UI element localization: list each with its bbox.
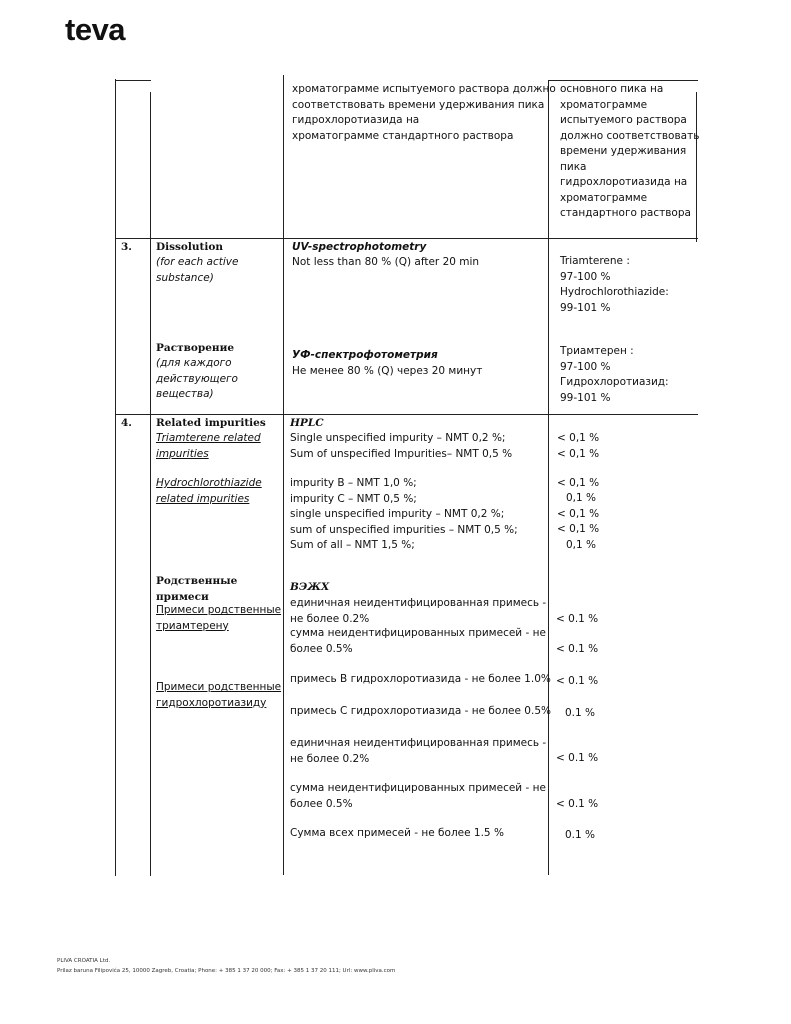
row3-criteria-ru: Не менее 80 % (Q) через 20 минут: [292, 365, 483, 377]
teva-logo: teva: [65, 12, 126, 47]
row4-title-ru: Родственные примеси: [156, 575, 238, 603]
row4-ru-spec-7: Сумма всех примесей - не более 1.5 %: [290, 827, 504, 839]
row4-ru-result-6: < 0.1 %: [556, 798, 599, 810]
footer-company: PLIVA CROATIA Ltd.: [57, 958, 111, 964]
row4-hct-result-3: < 0,1 %: [557, 508, 600, 520]
row4-hct-label-ru: Примеси родственные гидрохлоротиазиду: [156, 681, 282, 709]
row4-hct-result-2: 0,1 %: [566, 492, 597, 504]
row4-number: 4.: [121, 417, 132, 429]
row3-subtitle-en: (for each active substance): [156, 256, 239, 284]
row4-hct-result-5: 0,1 %: [566, 539, 597, 551]
cont-method-text: хроматограмме испытуемого раствора должно соответствовать времени удерживания пика гидрохлоротиазида на хроматограмме стандартного раствора: [292, 83, 556, 142]
row4-ru-result-5: < 0.1 %: [556, 752, 599, 764]
row3-title-ru: Растворение: [156, 342, 235, 354]
cont-result-text: основного пика на хроматограмме испытуемого раствора должно соответствовать времени удерживания пика гидрохлоротиазида на хроматограмме стандартного раствора: [560, 83, 700, 219]
row4-hct-specs-en: impurity B – NMT 1,0 %; impurity C – NMT 0,5 %; single unspecified impurity – NMT 0,2 %; sum of unspecified impurities – NMT 0,5 %; Sum of all – NMT 1,5 %;: [290, 477, 518, 551]
row3-title-en: Dissolution: [156, 241, 224, 253]
row4-ru-result-1: < 0.1 %: [556, 613, 599, 625]
row4-ru-result-2: < 0.1 %: [556, 643, 599, 655]
row4-method-en: HPLC: [290, 417, 324, 429]
row4-triamterene-label-en: Triamterene related impurities: [156, 432, 261, 460]
row4-triamterene-label-ru: Примеси родственные триамтерену: [156, 604, 282, 632]
row4-ru-result-7: 0.1 %: [565, 829, 596, 841]
row3-method-ru: УФ-спектрофотометрия: [292, 349, 438, 361]
top-rule-left: [115, 80, 151, 81]
row4-hct-result-1: < 0,1 %: [557, 477, 600, 489]
row4-ru-spec-5: единичная неидентифицированная примесь - не более 0.2%: [290, 737, 547, 765]
footer-address: Prilaz baruna Filipovića 25, 10000 Zagreb, Croatia; Phone: + 385 1 37 20 000; Fax: + 385 1 37 20 111; Url: www.pliva.com: [57, 968, 396, 974]
row3-results-en: Triamterene : 97-100 % Hydrochlorothiazide: 99-101 %: [560, 255, 669, 314]
row-divider-4: [115, 414, 698, 415]
row4-tri-results-en: < 0,1 % < 0,1 %: [557, 432, 600, 460]
row4-hct-label-en: Hydrochlorothiazide related impurities: [156, 477, 262, 505]
row3-subtitle-ru: (для каждого действующего вещества): [156, 357, 238, 400]
row4-ru-spec-2: сумма неидентифицированных примесей - не более 0.5%: [290, 627, 546, 655]
row3-results-ru: Триамтерен : 97-100 % Гидрохлоротиазид: 99-101 %: [560, 345, 669, 404]
column-divider-1: [150, 92, 151, 876]
row4-ru-spec-4: примесь С гидрохлоротиазида - не более 0.5%: [290, 705, 551, 717]
row-divider-3: [115, 238, 698, 239]
row4-ru-spec-3: примесь В гидрохлоротиазида - не более 1.0%: [290, 673, 551, 685]
row4-title-en: Related impurities: [156, 417, 266, 429]
row4-method-ru: ВЭЖХ: [290, 581, 330, 593]
row4-ru-result-4: 0.1 %: [565, 707, 596, 719]
table-border-left: [115, 79, 116, 876]
column-divider-3: [548, 80, 549, 875]
row4-ru-result-3: < 0.1 %: [556, 675, 599, 687]
row3-method-en: UV-spectrophotometry: [292, 241, 427, 253]
column-divider-2: [283, 75, 284, 875]
row4-ru-spec-1: единичная неидентифицированная примесь - не более 0.2%: [290, 597, 547, 625]
row3-criteria-en: Not less than 80 % (Q) after 20 min: [292, 256, 480, 268]
row4-ru-spec-6: сумма неидентифицированных примесей - не более 0.5%: [290, 782, 546, 810]
row4-tri-specs-en: Single unspecified impurity – NMT 0,2 %; Sum of unspecified Impurities– NMT 0,5 %: [290, 432, 513, 460]
row4-hct-result-4: < 0,1 %: [557, 523, 600, 535]
row3-number: 3.: [121, 241, 132, 253]
top-rule-right: [548, 80, 698, 81]
